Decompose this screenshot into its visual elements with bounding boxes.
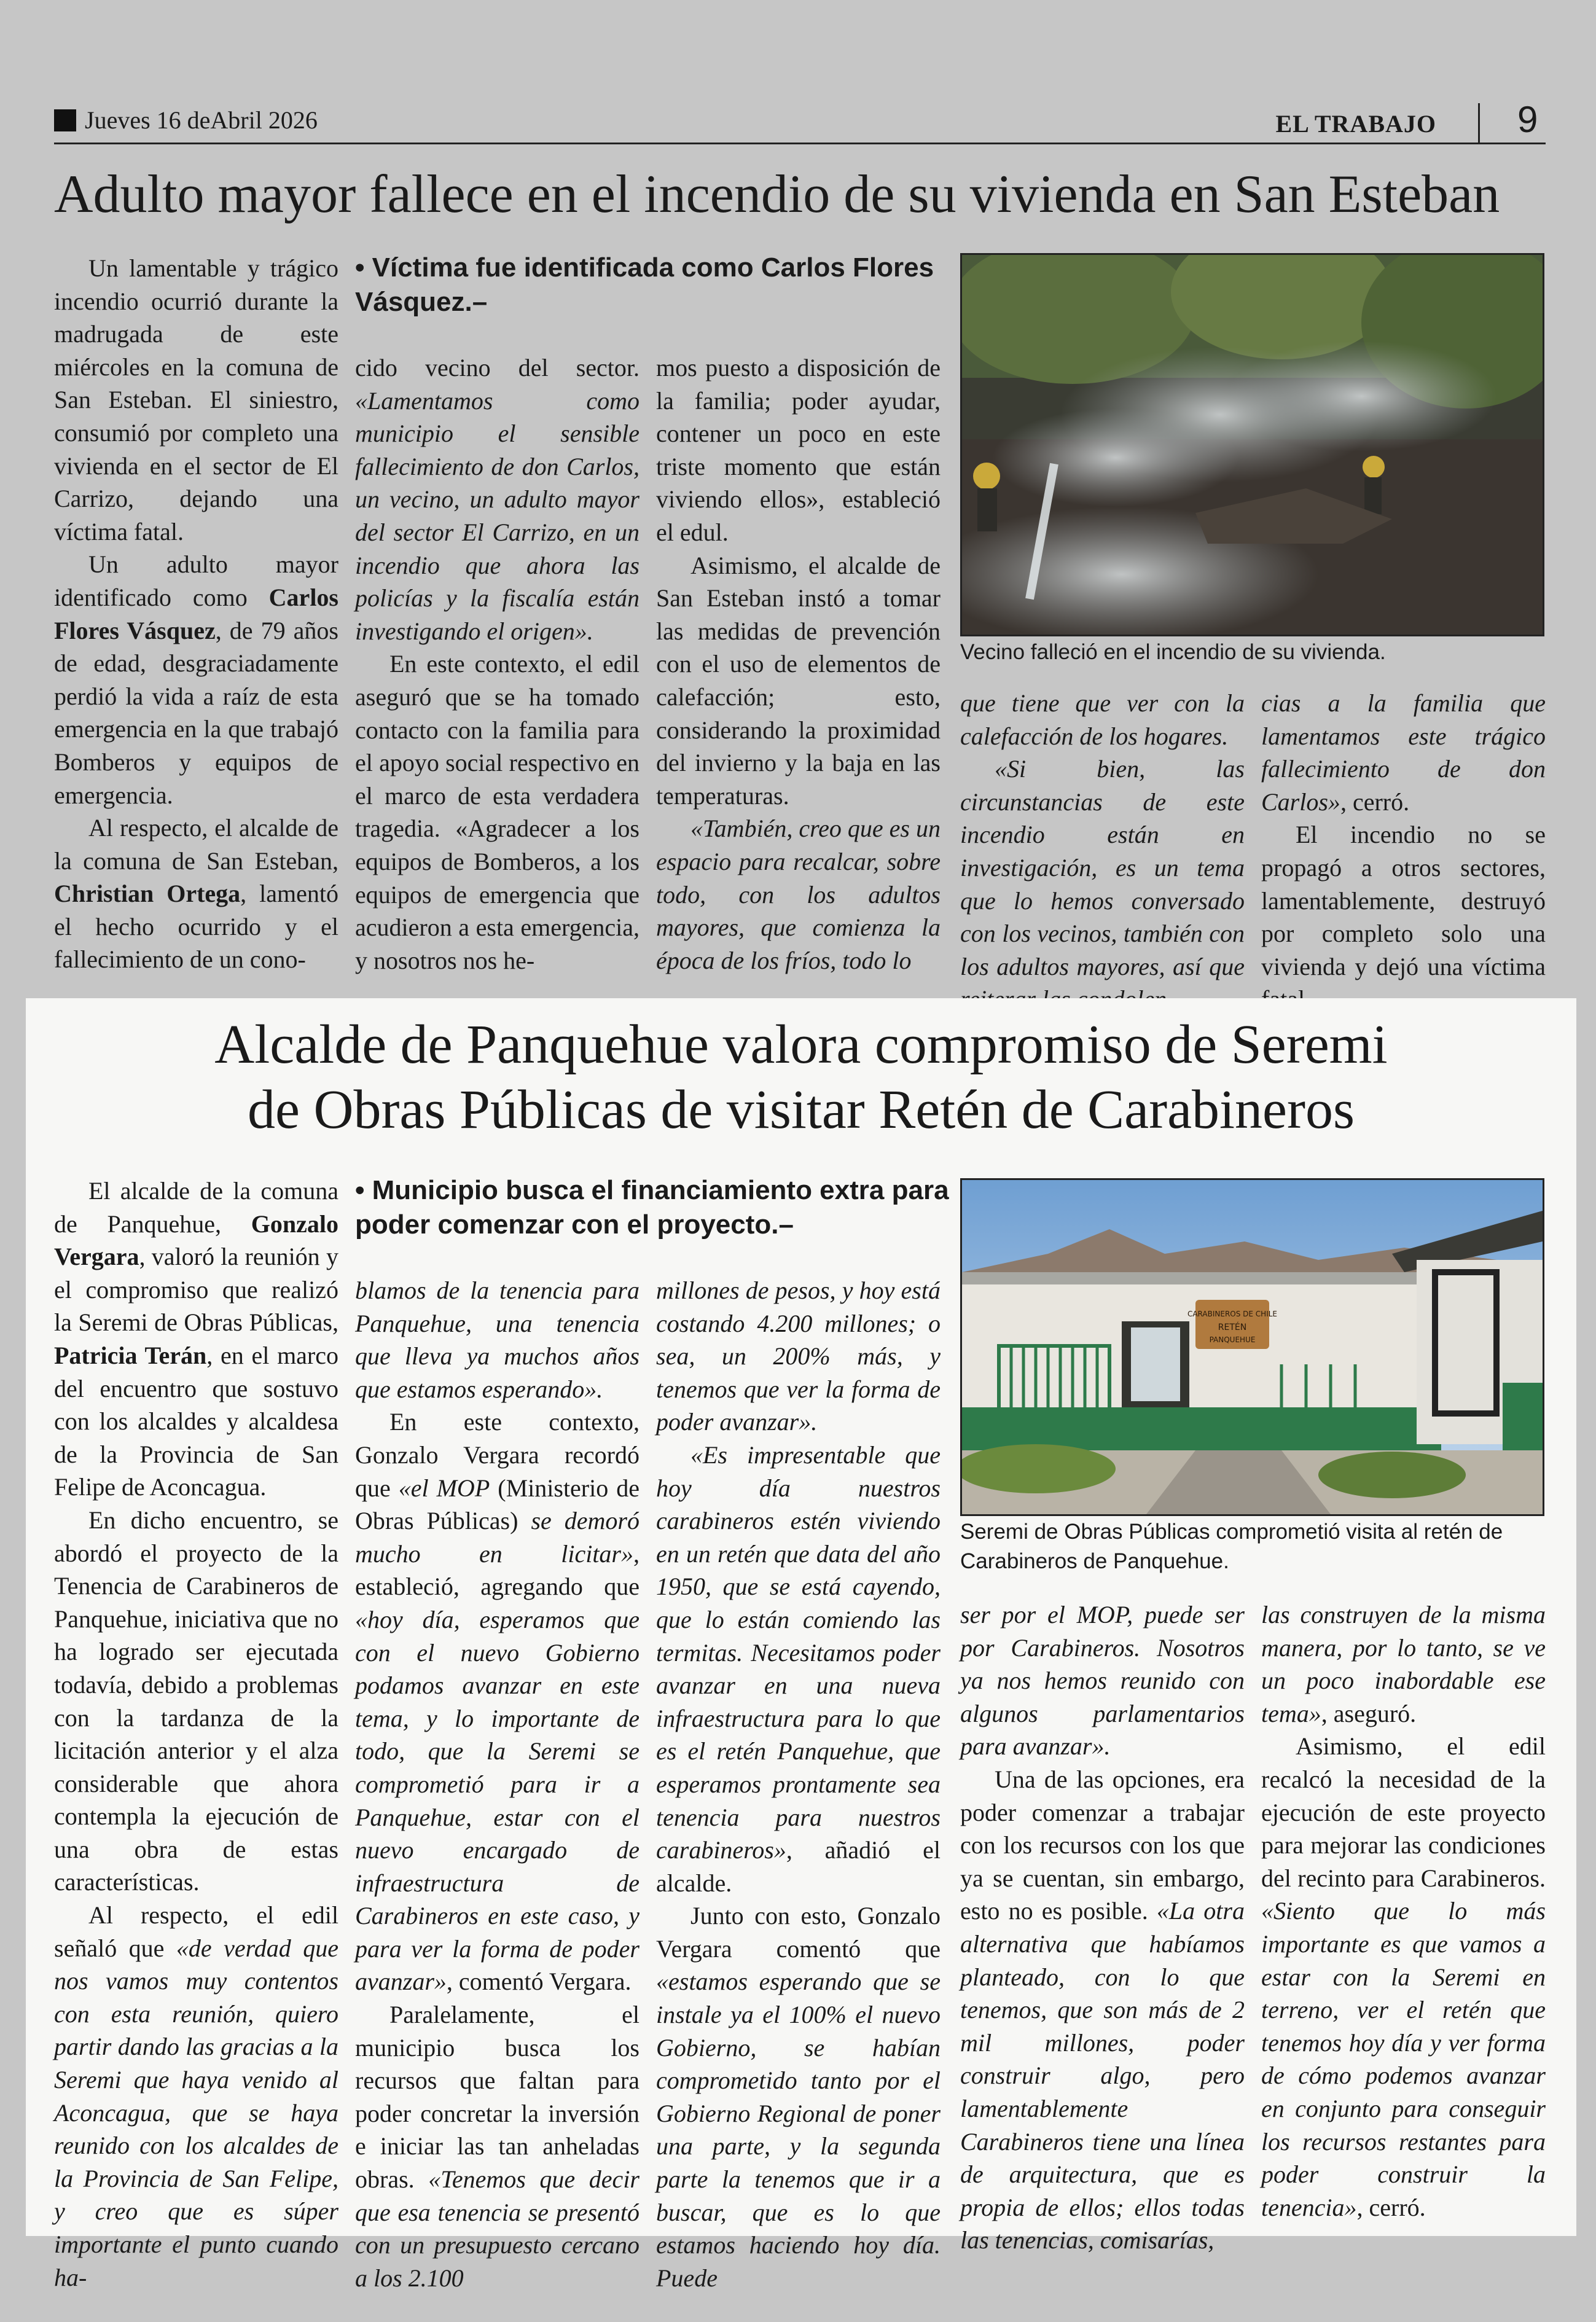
fire-scene-image (962, 255, 1543, 635)
sign-line: PANQUEHUE (1209, 1335, 1256, 1344)
headline-line: Alcalde de Panquehue valora compromiso de Seremi (214, 1014, 1388, 1075)
paragraph: Junto con esto, Gonzalo Vergara comentó que «estamos esperando que se instale ya el 100% el nuevo Gobierno, se habían comprometido tanto por el Gobierno Regional de poner una parte, y la segunda parte la tenemos que ir a buscar, que es lo que estamos haciendo hoy día. Puede (656, 1902, 941, 2292)
article1-headline: Adulto mayor fallece en el incendio de su vivienda en San Esteban (54, 165, 1500, 224)
paragraph: millones de pesos, y hoy está costando 4.200 millones; o sea, un 200% más, y tenemos que ver la forma de poder avanzar». (656, 1276, 941, 1436)
headline-line: de Obras Públicas de visitar Retén de Carabineros (248, 1079, 1355, 1140)
paragraph: blamos de la tenencia para Panquehue, una tenencia que lleva ya muchos años que estamos esperando». (355, 1276, 640, 1403)
paragraph: Un adulto mayor identificado como Carlos Flores Vásquez, de 79 años de edad, desgraciadamente perdió la vida a raíz de esta emergencia en la que trabajó Bomberos y equipos de emergencia. (54, 550, 338, 809)
paragraph: Asimismo, el alcalde de San Esteban instó a tomar las medidas de prevención con el uso de elementos de calefacción; esto, considerando la proximidad del invierno y la baja en las temperaturas. (656, 551, 941, 810)
sign-line: RETÉN (1218, 1323, 1247, 1332)
header-square-icon (54, 109, 76, 131)
article2-caption: Seremi de Obras Públicas comprometió visita al retén de Carabineros de Panquehue. (960, 1520, 1503, 1573)
reten-photo (960, 1178, 1544, 1516)
paragraph: «Si bien, las circunstancias de este incendio están en investigación, es un tema que lo hemos conversado con los vecinos, también con los adultos mayores, así que (960, 755, 1245, 980)
paragraph: En este contexto, el edil aseguró que se ha tomado contacto con la familia para el apoyo social respectivo en el marco de esta verdadera tragedia. «Agradecer a los equipos de Bomberos, a los equipos de emergencia que acudieron a esta emergencia, y nosotros nos he- (355, 650, 640, 974)
article2-lead: • Municipio busca el financiamiento extra para poder comenzar con el proyecto.– (355, 1175, 949, 1240)
date-text: Jueves 16 deAbril 2026 (85, 106, 318, 134)
article1-col3 (656, 351, 941, 977)
paragraph: Asimismo, el edil recalcó la necesidad de la ejecución de este proyecto para mejorar las condiciones del recinto para Carabineros. «Siento que lo más importante es que vamos a estar con la Seremi en terreno, ver el retén que tenemos hoy día y ver forma de cómo podemos avanzar en conjunto para conseguir los recursos restantes para poder construir la tenencia», cerró. (1261, 1732, 1546, 2221)
article2-col5 (1261, 1598, 1546, 2224)
paragraph: ser por el MOP, puede ser por Carabineros. Nosotros ya nos hemos reunido con algunos parlamentarios para avanzar». (960, 1601, 1245, 1761)
paragraph: El alcalde de la comuna de Panquehue, Gonzalo Vergara, valoró la reunión y el compromiso que realizó la Seremi de Obras Públicas, Patricia Terán, en el marco del encuentro que sostuvo con los alcaldes y alcaldesa de la Provincia de San Felipe de Aconcagua. (54, 1177, 339, 1501)
paragraph: Al respecto, el alcalde de la comuna de San Esteban, Christian Ortega, lamentó el hecho ocurrido y el fallecimiento de un cono- (54, 814, 338, 974)
header-divider (1478, 103, 1480, 144)
article2-headline (26, 1012, 1576, 1143)
paragraph: El incendio no se propagó a otros sectores, lamentablemente, destruyó por completo solo una vivienda y dejó una víctima (1261, 821, 1546, 980)
article1-caption: Vecino falleció en el incendio de su vivienda. (960, 640, 1386, 664)
header-date (54, 106, 318, 135)
article2-col4 (960, 1598, 1245, 2257)
article1-lead: • Víctima fue identificada como Carlos Flores Vásquez.– (355, 252, 934, 317)
article2-col2 (355, 1274, 640, 2294)
paragraph: Al respecto, el edil señaló que «de verdad que nos vamos muy contentos con esta reunión, quiero partir dando las gracias a la Seremi que haya venido al Aconcagua, que se haya reunido con los alcaldes de la Provincia de San Felipe, y creo que es súper importante el punto cuando ha- (54, 1901, 338, 2291)
sign-line: CARABINEROS DE CHILE (1187, 1310, 1278, 1318)
paragraph: En dicho encuentro, se abordó el proyecto de la Tenencia de Carabineros de Panquehue, iniciativa que no ha logrado ser ejecutada todavía, debido a problemas con la tardanza de la licitación anterior y el alza considerable que ahora contempla la ejecución de una obra de estas características. (54, 1506, 338, 1896)
page-number: 9 (1517, 99, 1538, 140)
paragraph: «Es impresentable que hoy día nuestros carabineros estén viviendo en un retén que data del año 1950, que se está cayendo, que lo están comiendo las termitas. Necesitamos poder avanzar en una nueva infraestructura para lo que es el retén Panquehue, que esperamos prontamente sea tenencia para nuestros carabineros», añadió el alcalde. (656, 1440, 941, 1897)
header-rule (54, 143, 1546, 144)
fire-photo (960, 253, 1544, 636)
publication-name: EL TRABAJO (1275, 110, 1436, 138)
paragraph: cias a la familia que lamentamos este trágico fallecimiento de don Carlos», cerró. (1261, 689, 1546, 816)
article2-col1 (54, 1175, 338, 2294)
paragraph: Un lamentable y trágico incendio ocurrió durante la madrugada de este miércoles en la comuna de San Esteban. El siniestro, consumió por completo una vivienda en el sector de El Carrizo, dejando una víctima fatal. (54, 254, 338, 545)
paragraph: cido vecino del sector. «Lamentamos como municipio el sensible fallecimiento de don Carlos, un vecino, un adulto mayor del sector El Carrizo, en un incendio que ahora las policías y la fiscalía están investigando el origen». (355, 354, 640, 645)
reten-building-image (962, 1180, 1543, 1514)
article1-col2 (355, 351, 640, 977)
article2-col3 (656, 1274, 941, 2294)
article1-col4 (960, 687, 1245, 1016)
paragraph: En este contexto, Gonzalo Vergara recordó que «el MOP (Ministerio de Obras Públicas) se demoró mucho en licitar», estableció, agregando que «hoy día, esperamos que con el nuevo Gobierno podamos avanzar en este tema, y lo importante de todo, que la Seremi se comprometió para ir a Panquehue, estar con el nuevo encargado de infraestructura de Carabineros en este caso, y para ver la forma de poder avanzar», comentó Vergara. (355, 1408, 640, 1996)
paragraph: mos puesto a disposición de la familia; poder ayudar, contener un poco en este triste momento que están viviendo ellos», estableció el edul. (656, 354, 941, 546)
paragraph: «También, creo que es un espacio para recalcar, sobre todo, con los adultos mayores, que comienza la época de los fríos, todo lo (656, 815, 941, 974)
article1-col5 (1261, 687, 1546, 1016)
article1-col1 (54, 252, 338, 976)
paragraph: las construyen de la misma manera, por lo tanto, se ve un poco inabordable ese tema», aseguró. (1261, 1601, 1546, 1727)
paragraph: que tiene que ver con la calefacción de los hogares. (960, 689, 1245, 750)
paragraph: Una de las opciones, era poder comenzar a trabajar con los recursos con los que ya se cuentan, sin embargo, esto no es posible. «La otra alternativa que habíamos planteado, con lo que tenemos, que son más de 2 mil millones, poder construir algo, pero lamentablemente Carabineros tiene una línea de arquitectura, que es propia de ellos; ellos todas las tenencias, comisarías, (960, 1765, 1245, 2254)
paragraph: Paralelamente, el municipio busca los recursos que faltan para poder concretar la inversión e iniciar las tan anheladas obras. «Tenemos que decir que esa tenencia se presentó con un presupuesto cercano a los 2.100 (355, 2001, 640, 2292)
